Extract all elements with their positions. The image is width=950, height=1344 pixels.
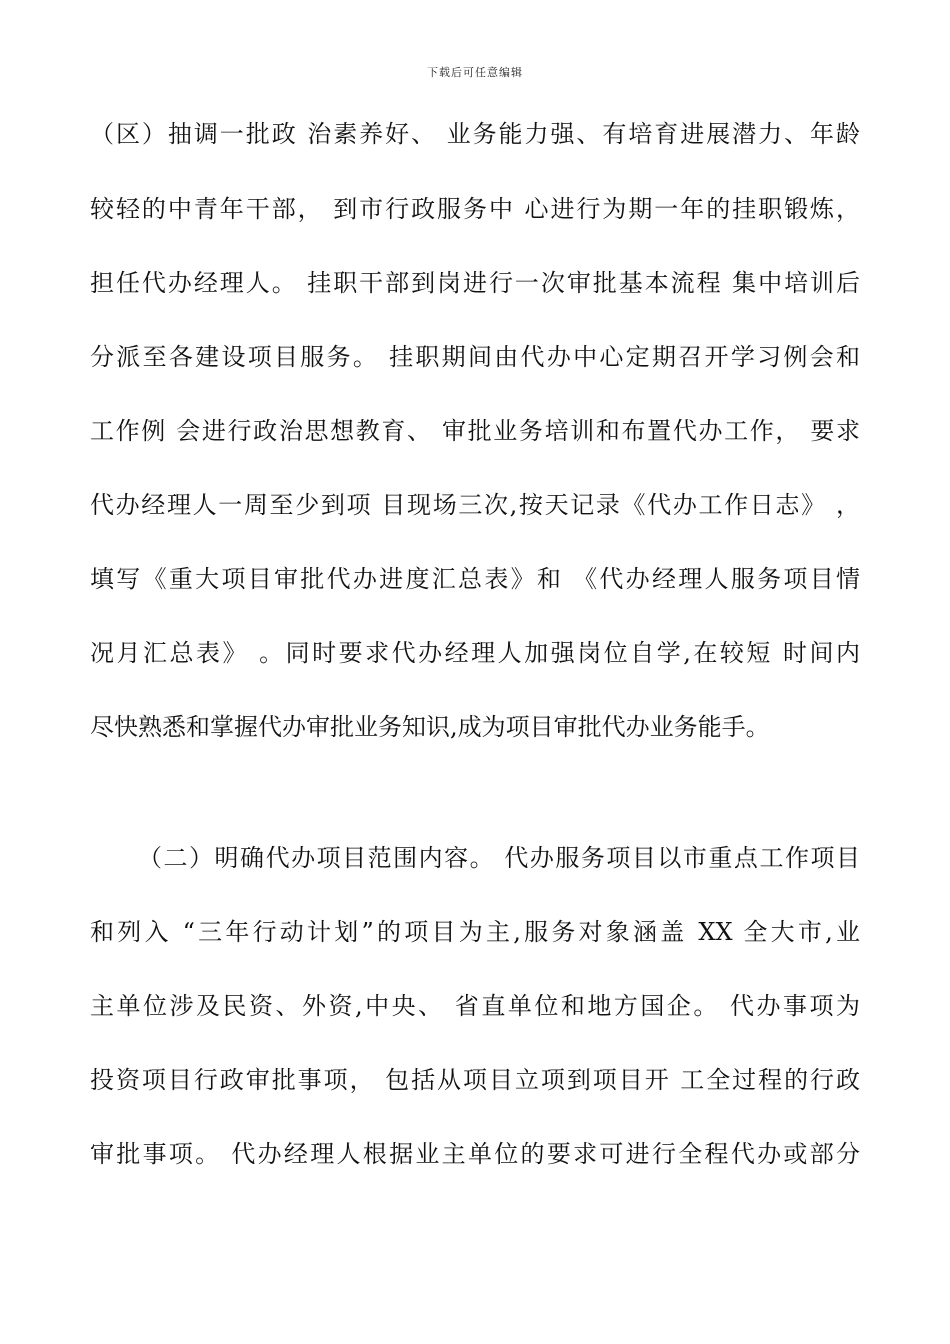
paragraph-line: 担任代办经理人。 挂职干部到岗进行一次审批基本流程 集中培训后 xyxy=(90,269,860,297)
paragraph-line: 审批事项。 代办经理人根据业主单位的要求可进行全程代办或部分 xyxy=(90,1140,860,1168)
paragraph-line: 填写《重大项目审批代办进度汇总表》和 《代办经理人服务项目情 xyxy=(90,565,860,593)
page-header: 下载后可任意编辑 xyxy=(427,66,523,79)
paragraph-line: 况月汇总表》 。同时要求代办经理人加强岗位自学,在较短 时间内 xyxy=(90,639,860,667)
paragraph-line: 投资项目行政审批事项， 包括从项目立项到项目开 工全过程的行政 xyxy=(90,1066,860,1094)
paragraph-line: 和列入 “三年行动计划”的项目为主,服务对象涵盖 XX 全大市,业 xyxy=(90,918,860,946)
paragraph-line: 尽快熟悉和掌握代办审批业务知识,成为项目审批代办业务能手。 xyxy=(90,713,770,741)
paragraph-line: （二）明确代办项目范围内容。 代办服务项目以市重点工作项目 xyxy=(138,844,860,872)
paragraph-line: 较轻的中青年干部， 到市行政服务中 心进行为期一年的挂职锻炼， xyxy=(90,195,860,223)
paragraph-line: （区）抽调一批政 治素养好、 业务能力强、有培育进展潜力、年龄 xyxy=(90,120,860,148)
paragraph-line: 工作例 会进行政治思想教育、 审批业务培训和布置代办工作， 要求 xyxy=(90,417,860,445)
paragraph-line: 主单位涉及民资、外资,中央、 省直单位和地方国企。 代办事项为 xyxy=(90,992,860,1020)
paragraph-line: 分派至各建设项目服务。 挂职期间由代办中心定期召开学习例会和 xyxy=(90,343,860,371)
paragraph-line: 代办经理人一周至少到项 目现场三次,按天记录《代办工作日志》 ， xyxy=(90,491,860,519)
